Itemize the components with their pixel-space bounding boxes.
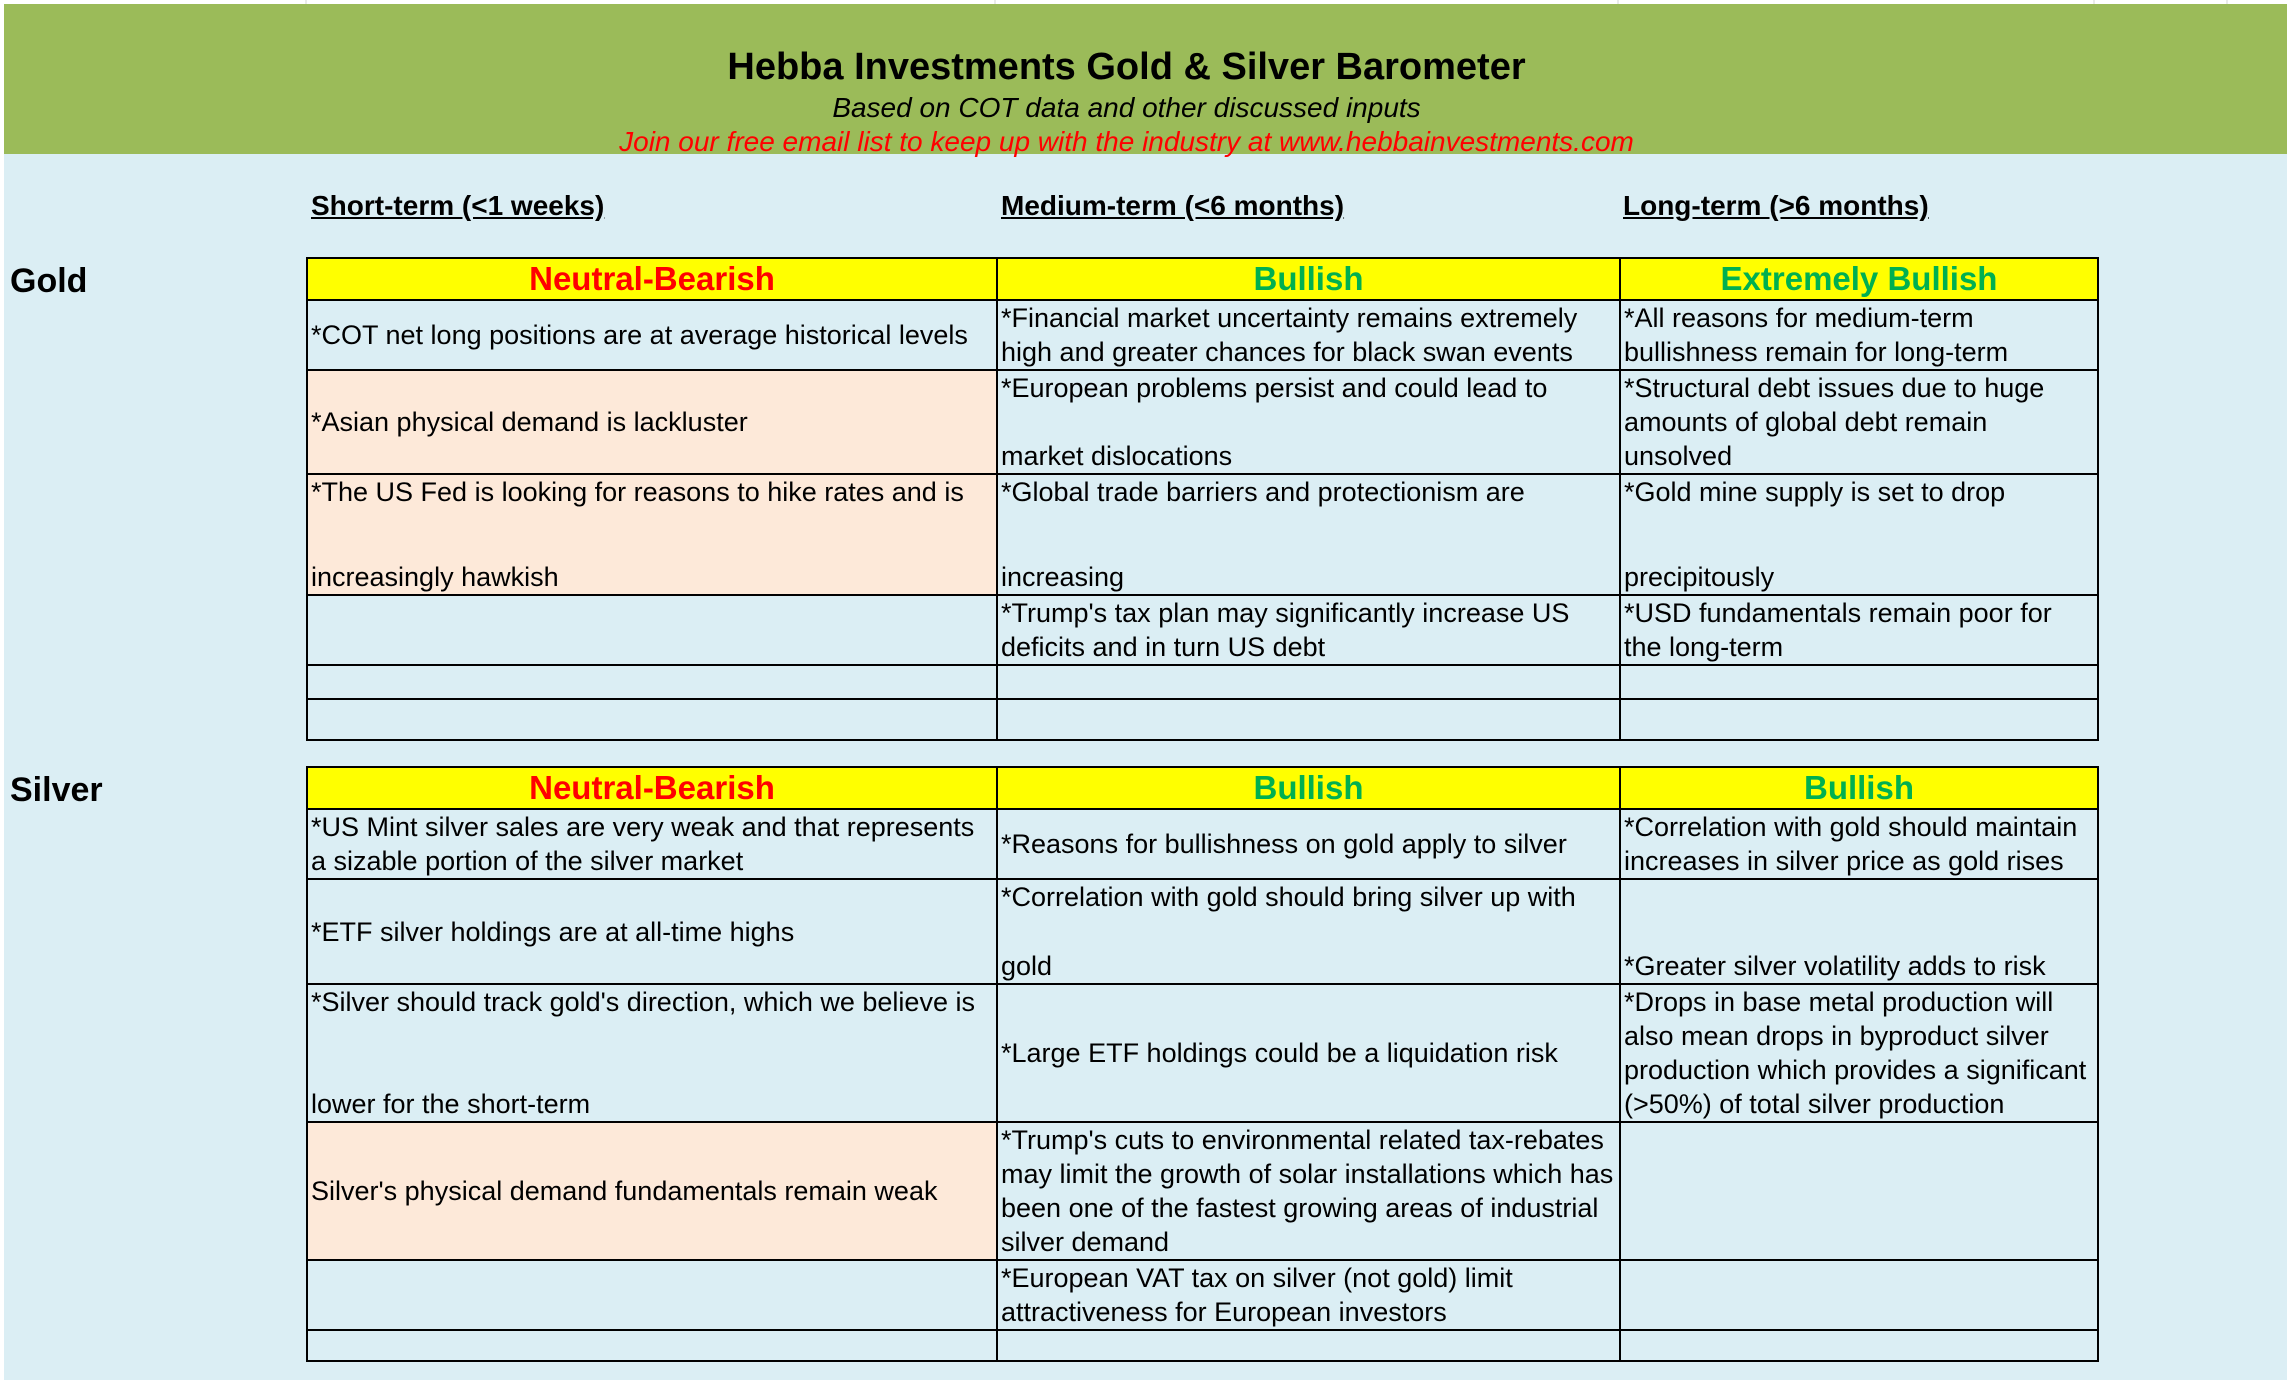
- table-cell[interactable]: *Structural debt issues due to huge amounts of global debt remain unsolved: [1620, 370, 2098, 474]
- column-header-medium-term: Medium-term (<6 months): [1001, 190, 1345, 221]
- table-cell[interactable]: *US Mint silver sales are very weak and that represents a sizable portion of the silver market: [307, 809, 997, 879]
- table-cell[interactable]: *Greater silver volatility adds to risk: [1620, 879, 2098, 984]
- table-cell[interactable]: *The US Fed is looking for reasons to hike rates and is increasingly hawkish: [307, 474, 997, 595]
- section-label-silver: Silver: [10, 771, 103, 809]
- table-cell[interactable]: *Large ETF holdings could be a liquidation risk: [997, 984, 1620, 1122]
- table-cell[interactable]: [307, 699, 997, 740]
- table-cell[interactable]: *Trump's tax plan may significantly increase US deficits and in turn US debt: [997, 595, 1620, 665]
- table-cell[interactable]: *Reasons for bullishness on gold apply to silver: [997, 809, 1620, 879]
- table-cell[interactable]: *USD fundamentals remain poor for the long-term: [1620, 595, 2098, 665]
- table-cell[interactable]: [307, 595, 997, 665]
- table-cell[interactable]: *Asian physical demand is lackluster: [307, 370, 997, 474]
- silver-rating-medium: Bullish: [997, 767, 1620, 809]
- table-row: [307, 809, 2098, 879]
- silver-rating-row: [307, 767, 2098, 809]
- gold-rating-medium: Bullish: [997, 258, 1620, 300]
- table-cell[interactable]: *All reasons for medium-term bullishness remain for long-term: [1620, 300, 2098, 370]
- table-cell[interactable]: [997, 665, 1620, 699]
- table-cell[interactable]: [997, 1330, 1620, 1361]
- silver-barometer-table: [306, 766, 2099, 1362]
- section-label-gold: Gold: [10, 262, 88, 300]
- table-cell[interactable]: *Drops in base metal production will also mean drops in byproduct silver production which provides a significant (>50%) of total silver production: [1620, 984, 2098, 1122]
- table-cell[interactable]: *Financial market uncertainty remains extremely high and greater chances for black swan events: [997, 300, 1620, 370]
- table-cell[interactable]: [1620, 1330, 2098, 1361]
- table-cell[interactable]: [1620, 665, 2098, 699]
- promo-link-text[interactable]: Join our free email list to keep up with the industry at www.hebbainvestments.com: [619, 126, 1634, 157]
- silver-rating-long: Bullish: [1620, 767, 2098, 809]
- table-row: [307, 474, 2098, 595]
- table-row: [307, 1122, 2098, 1260]
- table-cell[interactable]: [307, 665, 997, 699]
- sheet-area: [4, 4, 2287, 1380]
- table-cell[interactable]: *Trump's cuts to environmental related tax-rebates may limit the growth of solar installations which has been one of the fastest growing areas of industrial silver demand: [997, 1122, 1620, 1260]
- column-header-long-term: Long-term (>6 months): [1623, 190, 1929, 221]
- table-row: [307, 370, 2098, 474]
- gold-rating-row: [307, 258, 2098, 300]
- page-subtitle: Based on COT data and other discussed inputs: [832, 92, 1421, 123]
- table-row: [307, 879, 2098, 984]
- gold-rating-long: Extremely Bullish: [1620, 258, 2098, 300]
- column-header-short-term: Short-term (<1 weeks): [311, 190, 605, 221]
- table-row: [307, 984, 2098, 1122]
- gold-barometer-table: [306, 257, 2099, 741]
- table-cell[interactable]: Silver's physical demand fundamentals remain weak: [307, 1122, 997, 1260]
- table-cell[interactable]: *Correlation with gold should maintain increases in silver price as gold rises: [1620, 809, 2098, 879]
- table-cell[interactable]: *Correlation with gold should bring silver up with gold: [997, 879, 1620, 984]
- table-cell[interactable]: *European problems persist and could lead to market dislocations: [997, 370, 1620, 474]
- table-row: [307, 699, 2098, 740]
- table-cell[interactable]: [307, 1260, 997, 1330]
- table-cell[interactable]: [1620, 1260, 2098, 1330]
- silver-rating-short: Neutral-Bearish: [307, 767, 997, 809]
- gold-rating-short: Neutral-Bearish: [307, 258, 997, 300]
- table-row: [307, 1260, 2098, 1330]
- table-cell[interactable]: *COT net long positions are at average historical levels: [307, 300, 997, 370]
- table-cell[interactable]: [307, 1330, 997, 1361]
- table-cell[interactable]: *Gold mine supply is set to drop precipitously: [1620, 474, 2098, 595]
- table-row: [307, 1330, 2098, 1361]
- table-cell[interactable]: *European VAT tax on silver (not gold) limit attractiveness for European investors: [997, 1260, 1620, 1330]
- table-row: [307, 300, 2098, 370]
- page-title: Hebba Investments Gold & Silver Barometer: [727, 46, 1526, 88]
- table-row: [307, 595, 2098, 665]
- table-cell[interactable]: [1620, 699, 2098, 740]
- table-row: [307, 665, 2098, 699]
- table-cell[interactable]: *Global trade barriers and protectionism are increasing: [997, 474, 1620, 595]
- table-cell[interactable]: *Silver should track gold's direction, which we believe is lower for the short-term: [307, 984, 997, 1122]
- table-cell[interactable]: [1620, 1122, 2098, 1260]
- table-cell[interactable]: [997, 699, 1620, 740]
- title-banner: [4, 4, 2287, 157]
- table-cell[interactable]: *ETF silver holdings are at all-time highs: [307, 879, 997, 984]
